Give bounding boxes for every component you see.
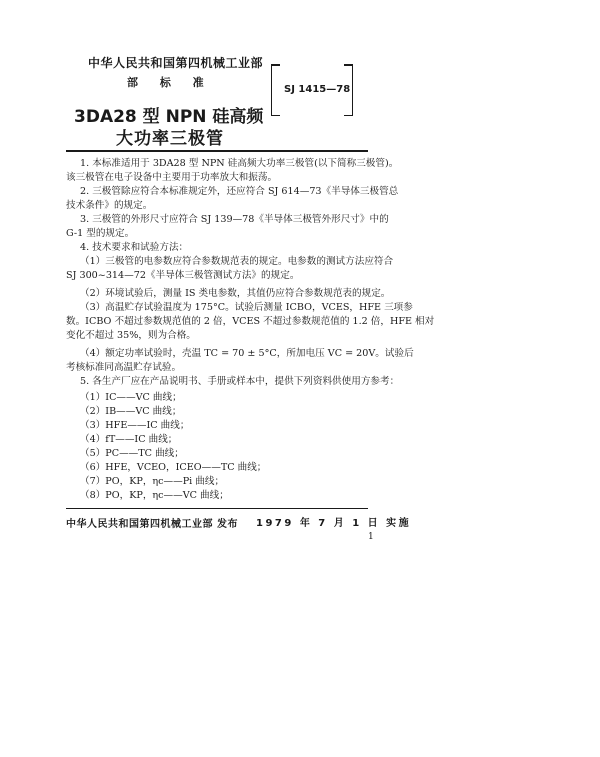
header-divider (66, 150, 368, 152)
body-line-15: 考核标准同高温贮存试验。 (66, 362, 182, 373)
document-title-line-2: 大功率三极管 (116, 129, 224, 149)
document-title-line-1: 3DA28 型 NPN 硅高频 (74, 107, 264, 127)
body-line-16: 5. 各生产厂应在产品说明书、手册或样本中，提供下列资料供使用方参考： (80, 376, 400, 387)
body-line-7: 4. 技术要求和试验方法： (80, 242, 189, 253)
footer-divider (66, 508, 368, 509)
body-line-10: （2）环境试验后，测量 IS 类电参数，其值仍应符合参数规范表的规定。 (80, 288, 391, 299)
body-line-13: 变化不超过 35%，则为合格。 (66, 330, 196, 341)
body-line-12: 数。ICBO 不超过参数规范值的 2 倍，VCES 不超过参数规范值的 1.2 倍，HFE 相对 (66, 316, 435, 327)
curve-item: （3）HFE——IC 曲线； (80, 420, 190, 431)
curve-item: （4）fT——IC 曲线； (80, 434, 178, 445)
body-line-4: 技术条件》的规定。 (66, 200, 153, 211)
standard-code-box (271, 64, 353, 116)
curve-item: （8）PO，KP，ηc——VC 曲线； (80, 490, 229, 501)
body-line-8: （1）三极管的电参数应符合参数规范表的规定。电参数的测试方法应符合 (80, 256, 394, 267)
ministry-name: 中华人民共和国第四机械工业部 (88, 56, 264, 70)
body-line-5: 3. 三极管的外形尺寸应符合 SJ 139—78《半导体三极管外形尺寸》中的 (80, 214, 389, 225)
effective-date: 1979 年 7 月 1 日 实施 (256, 518, 412, 529)
curve-item: （5）PC——TC 曲线； (80, 448, 184, 459)
body-line-14: （4）额定功率试验时，壳温 TC = 70 ± 5°C，所加电压 VC = 20V。试验后 (80, 348, 414, 359)
curve-item: （1）IC——VC 曲线； (80, 392, 182, 403)
body-line-3: 2. 三极管除应符合本标准规定外，还应符合 SJ 614—73《半导体三极管总 (80, 186, 399, 197)
body-line-9: SJ 300~314—72《半导体三极管测试方法》的规定。 (66, 270, 300, 281)
body-line-2: 该三极管在电子设备中主要用于功率放大和振荡。 (66, 172, 278, 183)
body-line-1: 1. 本标准适用于 3DA28 型 NPN 硅高频大功率三极管(以下简称三极管)。 (80, 158, 399, 169)
corner-mark (344, 64, 352, 66)
issuer-line: 中华人民共和国第四机械工业部 发布 (66, 519, 238, 530)
curve-item: （2）IB——VC 曲线； (80, 406, 182, 417)
curve-item: （6）HFE，VCEO，ICEO——TC 曲线； (80, 462, 267, 473)
standard-code: SJ 1415—78 (284, 84, 351, 95)
page-number: 1 (368, 532, 374, 542)
corner-mark (272, 115, 280, 117)
corner-mark (272, 64, 280, 66)
body-line-6: G-1 型的规定。 (66, 228, 135, 239)
body-line-11: （3）高温贮存试验温度为 175°C。试验后测量 ICBO，VCES，HFE 三项参 (80, 302, 413, 313)
corner-mark (344, 115, 352, 117)
standard-kind-label: 部 标 准 (127, 76, 213, 89)
curve-item: （7）PO，KP，ηc——Pi 曲线； (80, 476, 225, 487)
